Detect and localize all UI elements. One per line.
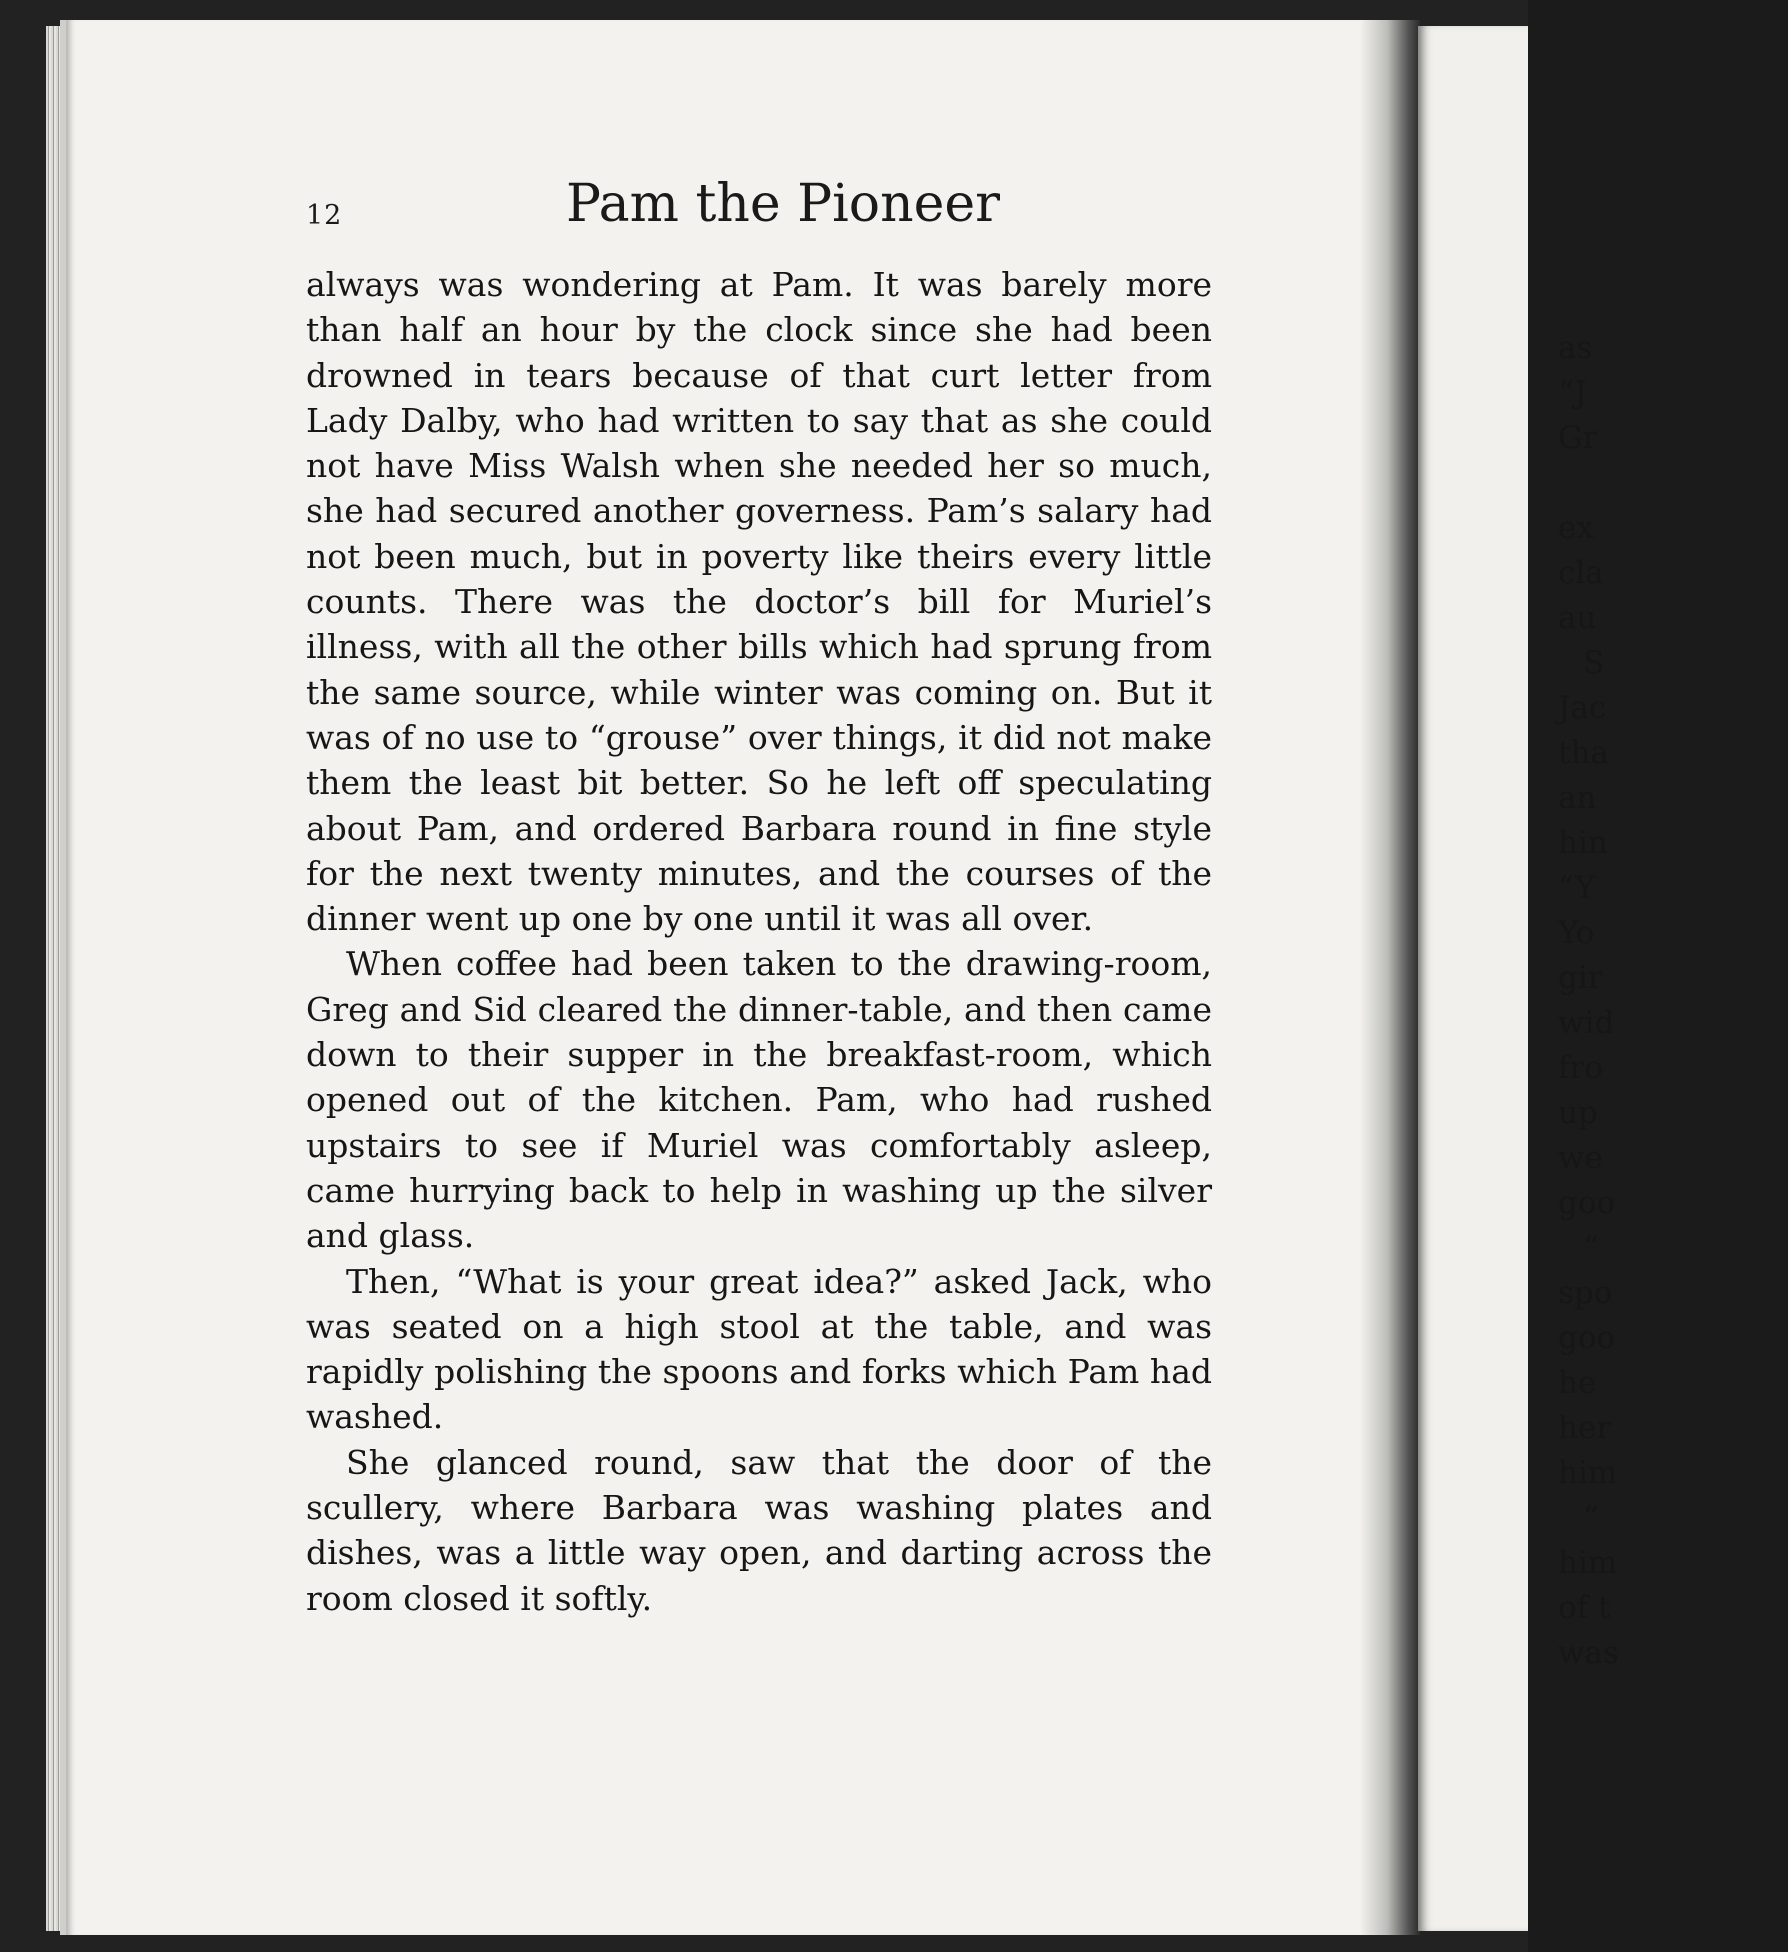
right-page-line: him <box>1558 1545 1618 1581</box>
right-page-line: “Y <box>1558 870 1596 906</box>
right-page-line: of t <box>1558 1590 1611 1626</box>
right-page-line: goo <box>1558 1320 1616 1356</box>
running-title: Pam the Pioneer <box>566 174 1001 234</box>
right-page-line: wid <box>1558 1005 1615 1041</box>
right-page-partial <box>1418 26 1619 1931</box>
right-page-line: tha <box>1558 735 1609 771</box>
paragraph: When coffee had been taken to the drawing-room, Greg and Sid cleared the dinner-table, and then came down to their supper in the breakfast-room, which opened out of the kitchen. Pam, who had rushed upstairs to see if Muriel was comfortably asleep, came hurrying back to help in washing up the silver and glass. <box>306 944 1212 1256</box>
right-page-line: up <box>1558 1095 1598 1131</box>
left-page <box>60 20 1386 1935</box>
right-page-line: “ <box>1583 1230 1599 1266</box>
right-page-line: “ <box>1583 1500 1599 1536</box>
page-header <box>306 168 1306 248</box>
page-number: 12 <box>306 200 343 231</box>
right-page-line: him <box>1558 1455 1618 1491</box>
right-page-line: Jac <box>1558 690 1607 726</box>
right-page-line: “J <box>1558 375 1587 411</box>
right-page-line: S <box>1583 645 1605 681</box>
body-text <box>306 262 1212 1621</box>
right-page-line: ex <box>1558 510 1594 546</box>
paragraph: She glanced round, saw that the door of the scullery, where Barbara was washing plates and dishes, was a little way open, and darting across the room closed it softly. <box>306 1442 1212 1618</box>
right-page-line: spo <box>1558 1275 1613 1311</box>
right-page-line: as <box>1558 330 1593 366</box>
right-page-line: fro <box>1558 1050 1603 1086</box>
right-page-line: he <box>1558 1365 1597 1401</box>
right-page-line: hin <box>1558 825 1608 861</box>
right-page-line: Gr <box>1558 420 1598 456</box>
right-page-line: an <box>1558 780 1597 816</box>
right-page-line: her <box>1558 1410 1612 1446</box>
right-page-line: gir <box>1558 960 1603 996</box>
paragraph: always was wondering at Pam. It was barely more than half an hour by the clock since she had been drowned in tears because of that curt letter from Lady Dalby, who had written to say that as she could not have Miss Walsh when she needed her so much, she had secured another governess. Pam’s salary had not been much, but in poverty like theirs every little counts. There was the doctor’s bill for Muriel’s illness, with all the other bills which had sprung from the same source, while winter was coming on. But it was of no use to “grouse” over things, it did not make them the least bit better. So he left off speculating about Pam, and ordered Barbara round in fine style for the next twenty minutes, and the courses of the dinner went up one by one until it was all over. <box>306 265 1212 939</box>
paragraph: Then, “What is your great idea?” asked Jack, who was seated on a high stool at the table, and was rapidly polishing the spoons and forks which Pam had washed. <box>306 1261 1212 1437</box>
right-page-line: au <box>1558 600 1597 636</box>
book-gutter-shadow <box>1360 20 1420 1935</box>
right-page-line: was <box>1558 1635 1619 1671</box>
right-page-line: goo <box>1558 1185 1616 1221</box>
right-page-line: Yo <box>1558 915 1595 951</box>
right-page-line: we <box>1558 1140 1603 1176</box>
right-page-line: cla <box>1558 555 1604 591</box>
